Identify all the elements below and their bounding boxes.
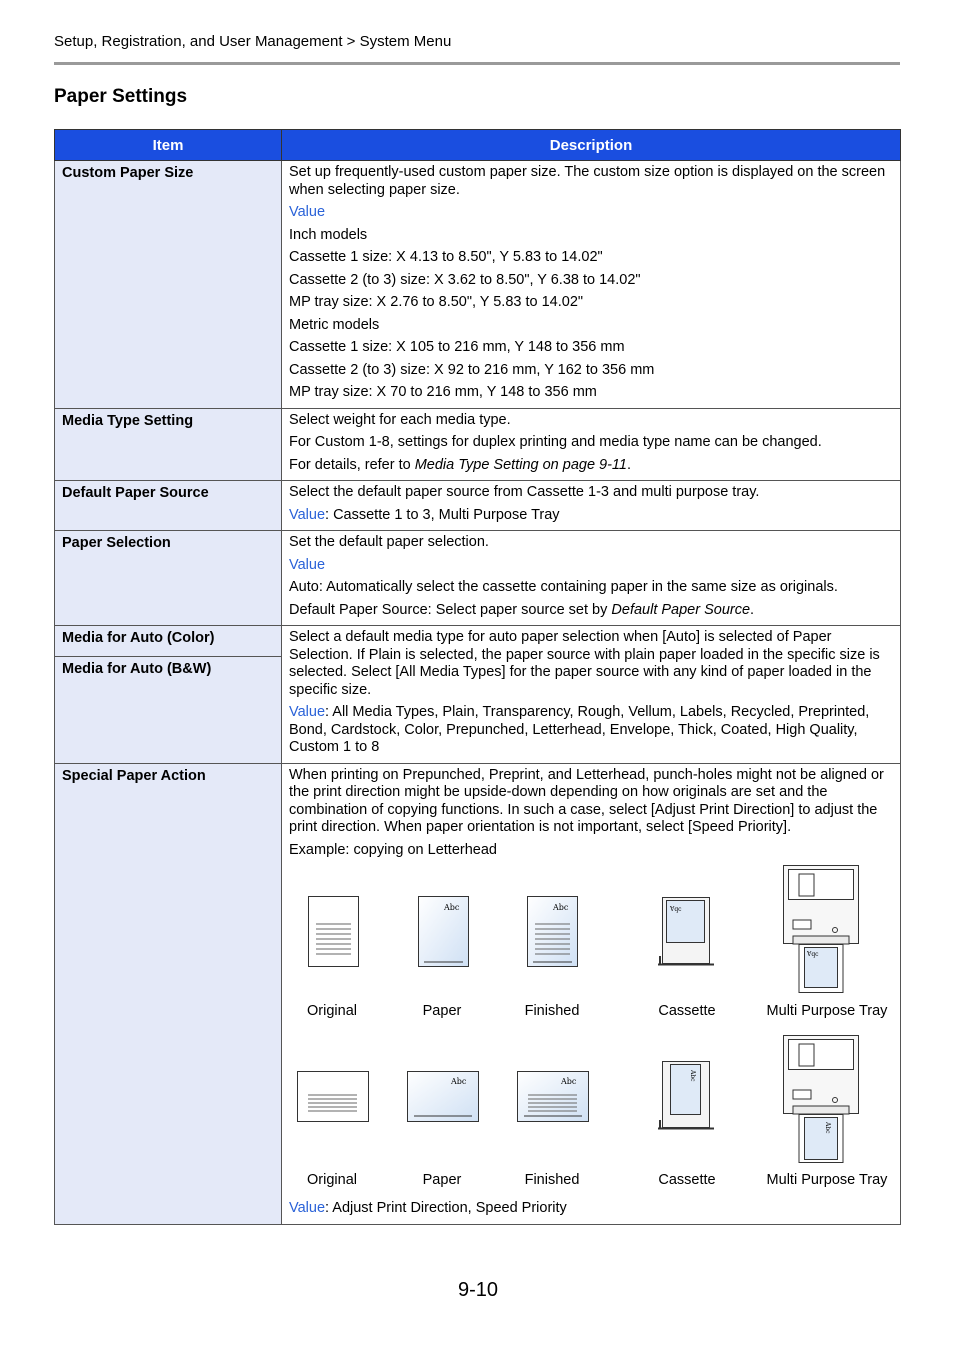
table-row — [55, 481, 901, 531]
table-row — [55, 531, 901, 626]
item-cell — [55, 626, 282, 764]
svg-text:Ɐqc: Ɐqc — [807, 951, 819, 958]
breadcrumb: Setup, Registration, and User Management > System Menu — [54, 33, 452, 50]
description-text: Example: copying on Letterhead — [289, 841, 497, 858]
description-text: Metric models — [289, 316, 380, 333]
description-text: Auto: Automatically select the cassette containing paper in the same size as originals. — [289, 579, 838, 595]
finished-sheet-icon — [517, 1071, 590, 1123]
description-cell — [282, 531, 901, 626]
multi-purpose-tray-icon — [779, 864, 863, 996]
description-text: Cassette 1 size: X 105 to 216 mm, Y 148 to 356 mm — [289, 339, 625, 355]
description-text — [289, 704, 893, 757]
figure-caption: Finished — [524, 1003, 580, 1019]
table-header-row — [55, 130, 901, 161]
paper-settings-table — [54, 129, 901, 1225]
description-text: MP tray size: X 70 to 216 mm, Y 148 to 356 mm — [289, 384, 597, 400]
item-cell: Paper Selection — [55, 531, 282, 626]
item-cell: Media Type Setting — [55, 408, 282, 481]
section-title: Paper Settings — [54, 86, 188, 107]
figure-caption: Original — [307, 1003, 357, 1019]
svg-text:Abc: Abc — [824, 1122, 831, 1134]
paper-mark: Abc — [444, 903, 460, 912]
value-text: : All Media Types, Plain, Transparency, Rough, Vellum, Labels, Recycled, Preprinted, Bond, Cardstock, Color, Prepunched, Letterhead, Envelope, Thick, Coated, High Quality, Custom 1 to 8 — [289, 704, 870, 755]
figure-caption: Multi Purpose Tray — [766, 1172, 888, 1188]
description-text: For Custom 1-8, settings for duplex printing and media type name can be changed. — [289, 434, 822, 450]
description-cell — [282, 408, 901, 481]
figure-caption: Paper — [422, 1003, 462, 1019]
item-cell: Default Paper Source — [55, 481, 282, 531]
figure-caption: Finished — [524, 1172, 580, 1188]
item-cell: Special Paper Action — [55, 763, 282, 1224]
value-label: Value — [289, 1200, 326, 1216]
paper-mark: Abc — [451, 1077, 467, 1086]
description-text — [289, 602, 893, 620]
paper-mark: Abc — [561, 1077, 577, 1086]
description-text — [289, 507, 893, 525]
figure-caption: Multi Purpose Tray — [766, 1003, 888, 1019]
description-text: Select a default media type for auto paper selection when [Auto] is selected of Paper Selection. If Plain is selected, the paper source with plain paper loaded in the specific size is selected. Select [All Media Types] for the paper source with any kind of paper loaded in the specific size. — [289, 629, 880, 698]
multi-purpose-tray-icon — [779, 1034, 863, 1166]
cassette-icon — [658, 1060, 714, 1132]
description-text — [289, 457, 893, 475]
figure-caption: Paper — [422, 1172, 462, 1188]
table-row — [55, 161, 901, 409]
description-text: Inch models — [289, 226, 368, 243]
description-cell — [282, 161, 901, 409]
item-label-color: Media for Auto (Color) — [55, 626, 281, 657]
svg-text:Abc: Abc — [689, 1070, 696, 1082]
cross-reference-link[interactable]: Media Type Setting on page 9-11 — [414, 456, 627, 473]
description-text: Cassette 2 (to 3) size: X 92 to 216 mm, Y 162 to 356 mm — [289, 361, 655, 378]
text-span: For details, refer to — [289, 456, 415, 473]
original-sheet-icon — [297, 1071, 370, 1123]
table-row — [55, 626, 901, 764]
header-divider — [54, 62, 900, 65]
value-label: Value — [289, 204, 326, 220]
table-row — [55, 763, 901, 1224]
text-span: . — [627, 456, 632, 473]
figure-row-landscape — [289, 1034, 893, 1200]
description-text: Set up frequently-used custom paper size. The custom size option is displayed on the screen when selecting paper size. — [289, 164, 886, 198]
value-label: Value — [289, 506, 326, 523]
column-header-item: Item — [55, 130, 282, 161]
letterhead-paper-icon — [407, 1071, 480, 1123]
value-label: Value — [289, 556, 326, 573]
cross-reference-link[interactable]: Default Paper Source — [611, 601, 751, 618]
figure-caption: Cassette — [658, 1172, 716, 1188]
description-text: Cassette 1 size: X 4.13 to 8.50", Y 5.83 to 14.02" — [289, 249, 603, 265]
original-sheet-icon — [308, 896, 360, 968]
description-cell — [282, 763, 901, 1224]
item-label-bw: Media for Auto (B&W) — [62, 661, 212, 677]
item-cell: Custom Paper Size — [55, 161, 282, 409]
text-span: . — [750, 601, 755, 618]
value-text: : Adjust Print Direction, Speed Priority — [325, 1200, 567, 1216]
description-cell — [282, 481, 901, 531]
table-row — [55, 408, 901, 481]
description-text: Cassette 2 (to 3) size: X 3.62 to 8.50", Y 6.38 to 14.02" — [289, 271, 641, 288]
finished-sheet-icon — [527, 896, 579, 968]
cassette-icon — [658, 896, 714, 968]
figure-caption: Original — [307, 1172, 357, 1188]
svg-text:Ɐqc: Ɐqc — [670, 906, 682, 913]
text-span: Default Paper Source: Select paper source set by — [289, 601, 612, 618]
figure-caption: Cassette — [658, 1003, 716, 1019]
description-text: Select the default paper source from Cassette 1-3 and multi purpose tray. — [289, 484, 760, 500]
description-text: Select weight for each media type. — [289, 411, 511, 428]
value-label: Value — [289, 704, 326, 720]
description-text: When printing on Prepunched, Preprint, and Letterhead, punch-holes might not be aligned or the print direction might be upside-down depending on how originals are set and the combination of copying functions. In such a case, select [Adjust Print Direction] to adjust the print direction. When paper orientation is not important, select [Speed Priority]. — [289, 766, 884, 835]
page-number: 9-10 — [458, 1279, 499, 1301]
column-header-description: Description — [282, 130, 901, 161]
value-text: : Cassette 1 to 3, Multi Purpose Tray — [325, 506, 560, 523]
description-cell — [282, 626, 901, 764]
paper-mark: Abc — [553, 903, 569, 912]
description-text: Set the default paper selection. — [289, 534, 489, 550]
description-text — [289, 1200, 893, 1218]
description-text: MP tray size: X 2.76 to 8.50", Y 5.83 to 14.02" — [289, 294, 584, 310]
figure-row-portrait — [289, 864, 893, 1034]
letterhead-paper-icon — [418, 896, 470, 968]
